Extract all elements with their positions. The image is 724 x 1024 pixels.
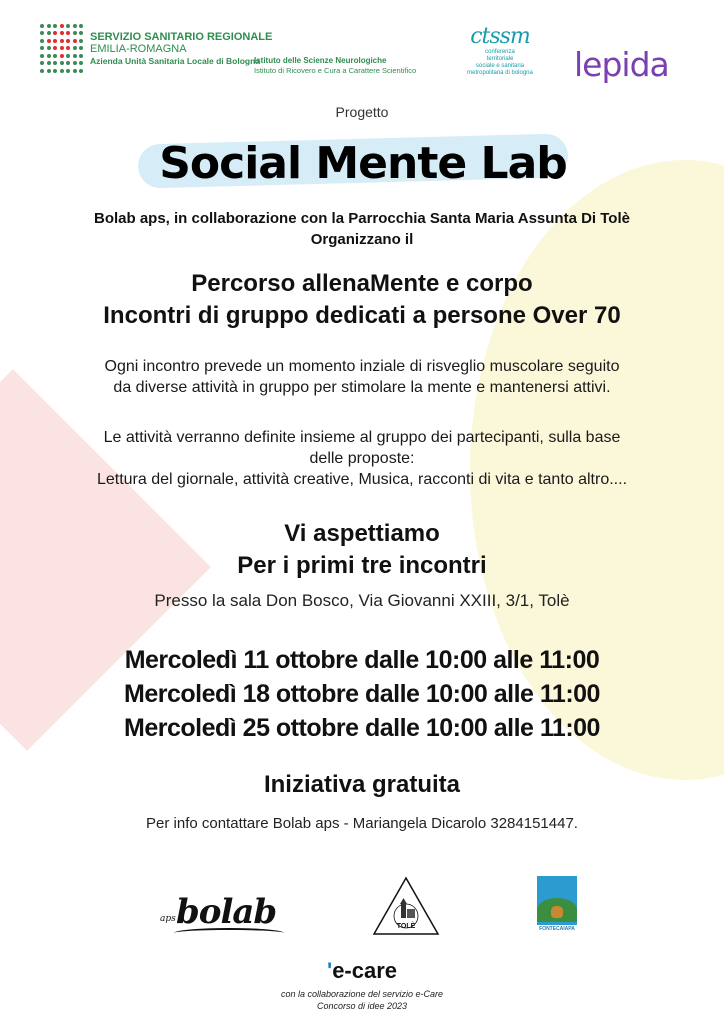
header-logos (0, 18, 724, 84)
ssr-line3: Azienda Unità Sanitaria Locale di Bologna (90, 56, 261, 66)
ctssm-logo (460, 24, 540, 77)
course-heading (0, 268, 724, 332)
tole-logo (372, 876, 440, 938)
tole-label: TOLÈ (396, 923, 416, 930)
ctssm-line1: conferenza (485, 49, 515, 55)
organizer-line1: Bolab aps, in collaborazione con la Parrocchia Santa Maria Assunta Di Tolè (94, 210, 630, 227)
ctssm-line2: territoriale (486, 56, 514, 62)
ssr-text (90, 31, 272, 67)
organizer-line2: Organizzano il (310, 231, 414, 248)
date-item: Mercoledì 25 ottobre dalle 10:00 alle 11:00 (124, 714, 600, 742)
bolab-logo (160, 888, 290, 934)
pot-icon (551, 906, 563, 918)
fontecaiapa-logo (537, 876, 577, 934)
fonte-label: FONTECAIAPA (537, 925, 577, 934)
ecare-word: e-care (332, 958, 398, 983)
isn-line1: Istituto delle Scienze Neurologiche (254, 56, 387, 65)
project-title-block (138, 133, 588, 195)
ctssm-line3: sociale e sanitaria (475, 63, 525, 69)
bolab-aps: aps (160, 914, 176, 924)
ctssm-mark: ctssm (470, 24, 530, 49)
invite-line1: Vi aspettiamo (284, 520, 440, 547)
description-line4: delle proposte: (309, 450, 415, 467)
organizer (0, 208, 724, 250)
footer-text (0, 988, 724, 1012)
ecare-accent: ' (326, 958, 333, 983)
lepida-logo: lepida (574, 45, 669, 84)
course-line2: Incontri di gruppo dedicati a persone Over 70 (103, 302, 621, 329)
isn-logo (254, 56, 416, 76)
ssr-line2: EMILIA-ROMAGNA (90, 43, 187, 55)
contact-info: Per info contattare Bolab aps - Mariangela Dicarolo 3284151447. (146, 815, 578, 832)
ctssm-line4: metropolitana di bologna (467, 70, 533, 76)
invite-heading (0, 518, 724, 582)
ecare-logo (0, 958, 724, 984)
ssr-logo (40, 24, 272, 74)
footer-line2: Concorso di idee 2023 (316, 1001, 408, 1011)
date-item: Mercoledì 11 ottobre dalle 10:00 alle 11:00 (124, 646, 600, 674)
bolab-swoosh-icon (174, 928, 284, 938)
isn-line2: Istituto di Ricovero e Cura a Carattere Scientifico (254, 66, 417, 75)
description-line3: Le attività verranno definite insieme al gruppo dei partecipanti, sulla base (103, 429, 621, 446)
location: Presso la sala Don Bosco, Via Giovanni XXIII, 3/1, Tolè (154, 591, 570, 610)
description-paragraph-2 (0, 427, 724, 490)
free-initiative: Iniziativa gratuita (263, 771, 461, 798)
date-item: Mercoledì 18 ottobre dalle 10:00 alle 11:00 (124, 680, 600, 708)
project-title: Social Mente Lab (159, 138, 567, 189)
ssr-dot-grid-icon (40, 24, 84, 74)
ssr-line1: SERVIZIO SANITARIO REGIONALE (90, 31, 273, 43)
dates-list (0, 643, 724, 745)
project-label: Progetto (335, 104, 389, 120)
footer-line1: con la collaborazione del servizio e-Care (280, 989, 444, 999)
invite-line2: Per i primi tre incontri (237, 552, 487, 579)
bolab-word: bolab (176, 892, 277, 932)
description-line2: da diverse attività in gruppo per stimolare la mente e mantenersi attivi. (113, 379, 611, 396)
course-line1: Percorso allenaMente e corpo (191, 270, 533, 297)
description-paragraph-1 (0, 356, 724, 398)
description-line5: Lettura del giornale, attività creative, Musica, racconti di vita e tanto altro.... (96, 471, 628, 488)
description-line1: Ogni incontro prevede un momento inziale di risveglio muscolare seguito (104, 358, 620, 375)
